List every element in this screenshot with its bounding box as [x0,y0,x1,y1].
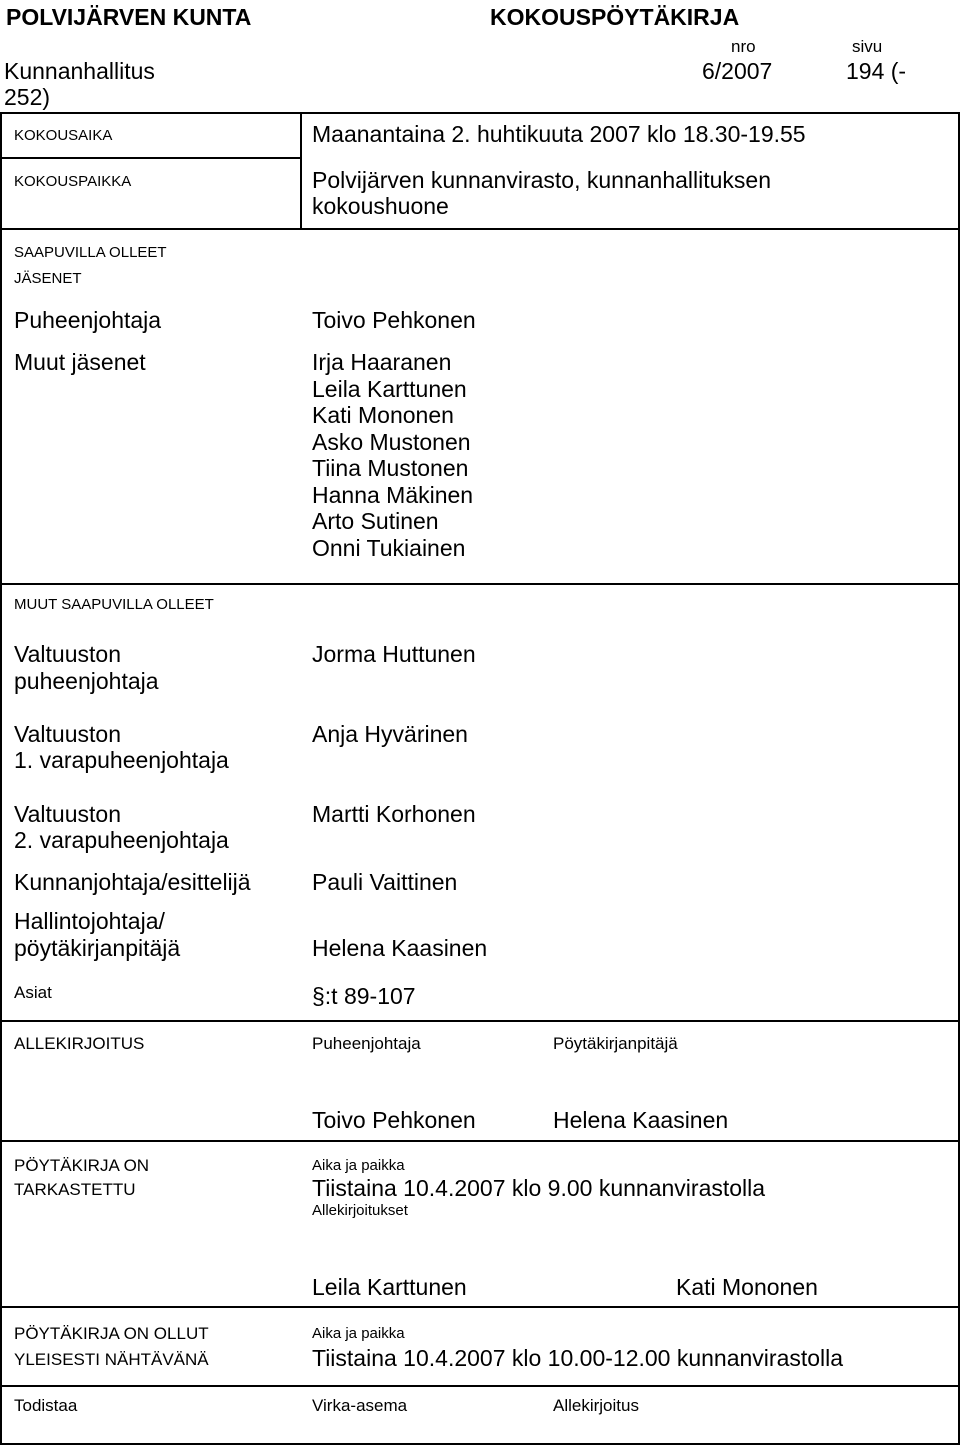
secretary-signature-name: Helena Kaasinen [553,1107,729,1133]
checked-time-place-label: Aika ja paikka [312,1157,405,1174]
public-label-2: YLEISESTI NÄHTÄVÄNÄ [14,1350,209,1369]
role-label: Valtuuston [14,721,121,747]
meeting-place-label: KOKOUSPAIKKA [14,173,132,190]
certify-signature-label: Allekirjoitus [553,1396,639,1415]
person-name: Anja Hyvärinen [312,721,468,747]
divider [0,1385,960,1387]
role-label-2: 1. varapuheenjohtaja [14,747,229,773]
members-section-label-2: JÄSENET [14,270,82,287]
nro-value: 6/2007 [702,58,773,84]
document-type: KOKOUSPÖYTÄKIRJA [490,4,740,30]
member-name: Leila Karttunen [312,376,467,402]
position-label: Virka-asema [312,1396,408,1415]
chair-role-label: Puheenjohtaja [312,1034,421,1053]
role-label-2: puheenjohtaja [14,668,159,694]
member-name: Tiina Mustonen [312,455,469,481]
role-label: Valtuuston [14,801,121,827]
items-label: Asiat [14,983,52,1002]
chair-signature-name: Toivo Pehkonen [312,1107,476,1133]
member-name: Asko Mustonen [312,429,471,455]
checked-time-place-value: Tiistaina 10.4.2007 klo 9.00 kunnanvirastolla [312,1175,766,1201]
role-label: Hallintojohtaja/ [14,908,165,934]
chair-name: Toivo Pehkonen [312,307,476,333]
items-value: §:t 89-107 [312,983,416,1009]
other-members-label: Muut jäsenet [14,349,146,375]
chair-label: Puheenjohtaja [14,307,162,333]
certify-label: Todistaa [14,1396,78,1415]
member-name: Onni Tukiainen [312,535,466,561]
body-name: Kunnanhallitus [4,58,155,84]
signer-name: Leila Karttunen [312,1274,467,1300]
signature-label: ALLEKIRJOITUS [14,1034,145,1053]
person-name: Martti Korhonen [312,801,476,827]
public-time-place-label: Aika ja paikka [312,1325,405,1342]
person-name: Pauli Vaittinen [312,869,458,895]
member-name: Hanna Mäkinen [312,482,474,508]
signer-name: Kati Mononen [676,1274,818,1300]
member-name: Arto Sutinen [312,508,439,534]
person-name: Jorma Huttunen [312,641,476,667]
divider [0,583,960,585]
role-label: Valtuuston [14,641,121,667]
sivu-value-cont: 252) [4,84,51,110]
checked-label-2: TARKASTETTU [14,1180,136,1199]
meeting-time-label: KOKOUSAIKA [14,127,113,144]
divider [0,1306,960,1308]
secretary-role-label: Pöytäkirjanpitäjä [553,1034,678,1053]
meeting-place-line2: kokoushuone [312,193,449,219]
person-name: Helena Kaasinen [312,935,488,961]
divider [0,157,300,159]
checked-label: PÖYTÄKIRJA ON [14,1156,150,1175]
municipality-name: POLVIJÄRVEN KUNTA [6,4,252,30]
member-name: Irja Haaranen [312,349,452,375]
role-label: Kunnanjohtaja/esittelijä [14,869,251,895]
member-name: Kati Mononen [312,402,454,428]
column-divider [300,112,302,230]
public-time-place-value: Tiistaina 10.4.2007 klo 10.00-12.00 kunnanvirastolla [312,1345,844,1371]
meeting-place-line1: Polvijärven kunnanvirasto, kunnanhallituksen [312,167,772,193]
members-section-label: SAAPUVILLA OLLEET [14,244,167,261]
divider [0,1020,960,1022]
nro-label: nro [731,37,756,56]
signatures-label: Allekirjoitukset [312,1202,408,1219]
frame-left [0,112,2,1445]
divider [0,228,960,230]
sivu-label: sivu [852,37,883,56]
role-label-2: pöytäkirjanpitäjä [14,935,181,961]
divider [0,1140,960,1142]
role-label-2: 2. varapuheenjohtaja [14,827,229,853]
sivu-value: 194 (- [846,58,907,84]
public-label: PÖYTÄKIRJA ON OLLUT [14,1324,209,1343]
frame-top [0,112,960,114]
others-present-label: MUUT SAAPUVILLA OLLEET [14,596,214,613]
meeting-time-value: Maanantaina 2. huhtikuuta 2007 klo 18.30-19.55 [312,121,806,147]
